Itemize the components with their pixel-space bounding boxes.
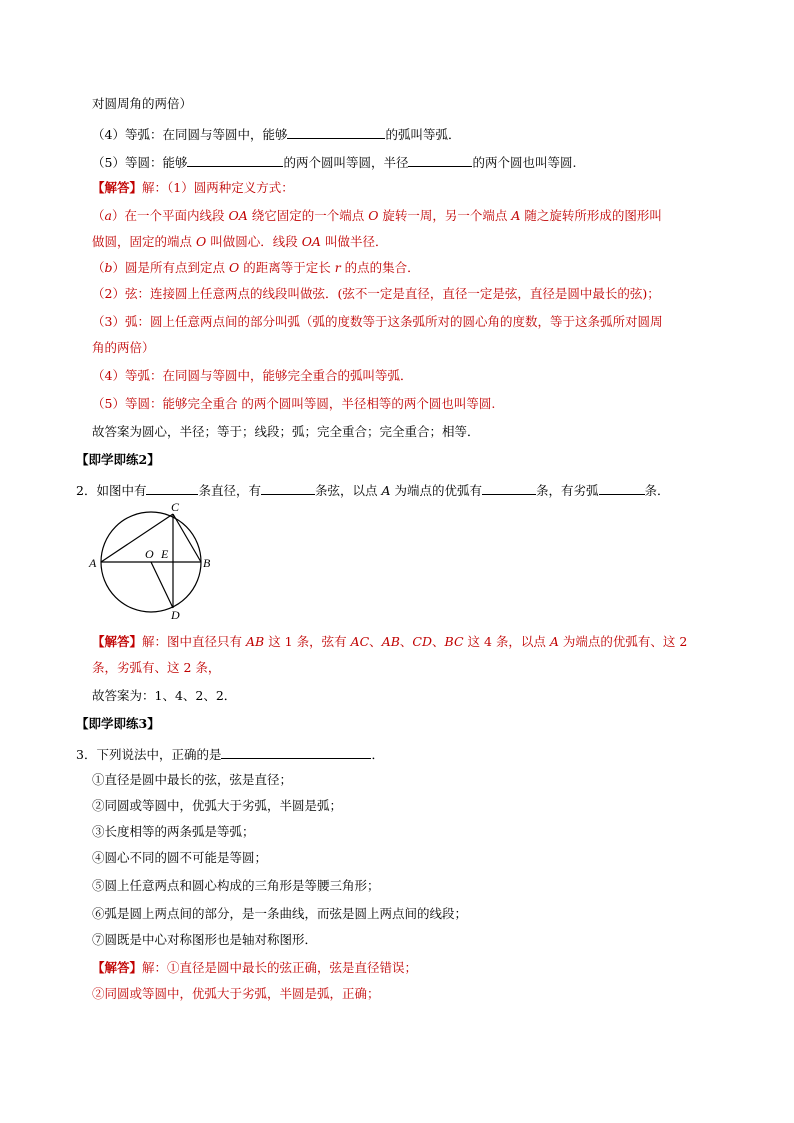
section-heading-3: 【即学即练3】 [76, 716, 160, 731]
math-var: O [368, 208, 379, 223]
option-5: ⑤圆上任意两点和圆心构成的三角形是等腰三角形； [92, 878, 380, 893]
text: （5）等圆：能够 [92, 155, 188, 170]
math-var: O [195, 234, 207, 249]
question-4-line [92, 126, 460, 142]
math-var: OA [228, 208, 248, 223]
answer-blank[interactable] [221, 746, 371, 759]
text: 的距离等于定长 [239, 260, 335, 275]
solution-1-answer: 故答案为圆心，半径；等于；线段；弧；完全重合；完全重合；相等． [92, 424, 480, 439]
text: （ [92, 208, 105, 223]
question-number: 3． [76, 747, 97, 762]
answer-blank[interactable] [146, 482, 198, 495]
solution-tag: 【解答】 [92, 960, 143, 975]
radius-OD [151, 562, 173, 608]
text: 条． [644, 483, 670, 498]
math-var: AC [350, 634, 370, 649]
text: 随之旋转所形成的图形叫 [520, 208, 662, 223]
math-var: CD [412, 634, 433, 649]
math-var: AB [246, 634, 265, 649]
label-B: B [203, 556, 211, 570]
solution-1-intro [92, 182, 294, 195]
text: 解：（1）圆两种定义方式： [142, 180, 294, 195]
text: 如图中有 [96, 483, 147, 498]
text: 的弧叫等弧． [385, 127, 461, 142]
text: 下列说法中，正确的是 [96, 747, 222, 762]
text: 、 [432, 634, 445, 649]
answer-blank[interactable] [261, 482, 315, 495]
text: 绕它固定的一个端点 [247, 208, 369, 223]
solution-1-b-line [92, 262, 420, 275]
math-var: O [229, 260, 240, 275]
option-2: ②同圆或等圆中，优弧大于劣弧，半圆是弧； [92, 798, 343, 813]
answer-blank[interactable] [187, 154, 283, 167]
text: 这 1 条，弦有 [264, 634, 351, 649]
answer-blank[interactable] [482, 482, 536, 495]
text: 的两个圆也叫等圆. [472, 155, 577, 170]
solution-2-line2: 条，劣弧有、这 2 条， [92, 660, 221, 675]
text: （ [92, 260, 105, 275]
solution-1-p3-line2: 角的两倍） [92, 340, 155, 355]
option-4: ④圆心不同的圆不可能是等圆； [92, 850, 268, 865]
section-heading-2: 【即学即练2】 [76, 452, 160, 467]
math-var: A [549, 634, 559, 649]
chord-BC [173, 514, 201, 562]
text: 为端点的优弧有、这 2 [558, 634, 688, 649]
math-var: BC [444, 634, 464, 649]
text: 旋转一周，另一个端点 [378, 208, 512, 223]
text: 做圆，固定的端点 [92, 234, 196, 249]
solution-2-answer: 故答案为：1、4、2、2． [92, 688, 237, 703]
option-3: ③长度相等的两条弧是等弧； [92, 824, 255, 839]
math-var: OA [301, 234, 321, 249]
answer-blank[interactable] [408, 154, 472, 167]
text: （4）等弧：在同圆与等圆中，能够 [92, 127, 288, 142]
text: 解：图中直径只有 [142, 634, 246, 649]
math-var: r [334, 260, 341, 275]
text: b [104, 260, 113, 275]
text: ）圆是所有点到定点 [112, 260, 230, 275]
text: 条弦，以点 [314, 483, 382, 498]
text: 为端点的优弧有 [390, 483, 482, 498]
option-6: ⑥弧是圆上两点间的部分，是一条曲线，而弦是圆上两点间的线段； [92, 906, 468, 921]
question-3-stem [76, 746, 384, 762]
label-C: C [171, 500, 180, 514]
text: 叫做半径． [320, 234, 388, 249]
math-var: A [511, 208, 521, 223]
text: 条直径，有 [198, 483, 261, 498]
answer-blank[interactable] [599, 482, 645, 495]
text: 这 4 条，以点 [463, 634, 550, 649]
solution-1-p4: （4）等弧：在同圆与等圆中，能够完全重合的弧叫等弧． [92, 368, 413, 383]
option-1: ①直径是圆中最长的弦，弦是直径； [92, 772, 293, 787]
answer-blank[interactable] [287, 126, 385, 139]
solution-3-line1 [92, 962, 417, 975]
solution-tag: 【解答】 [92, 634, 143, 649]
text: a [104, 208, 112, 223]
solution-2-line1 [92, 636, 687, 649]
text: 、 [369, 634, 382, 649]
label-D: D [171, 608, 180, 622]
text: 的两个圆叫等圆，半径 [283, 155, 409, 170]
question-2-stem [76, 482, 670, 498]
solution-1-a-line2 [92, 236, 387, 249]
text-line: 对圆周角的两倍） [92, 96, 193, 111]
question-number: 2． [76, 483, 97, 498]
label-O: O [145, 547, 154, 561]
label-E: E [161, 547, 169, 561]
text: ． [371, 747, 384, 762]
text: 的点的集合． [340, 260, 420, 275]
solution-1-p3-line1: （3）弧：圆上任意两点间的部分叫弧（弧的度数等于这条弧所对的圆心角的度数，等于这条弧所对圆周 [92, 314, 663, 329]
text: 条，有劣弧 [535, 483, 599, 498]
text: 解：①直径是圆中最长的弦正确，弦是直径错误； [142, 960, 418, 975]
label-A: A [89, 556, 97, 570]
solution-1-p5: （5）等圆：能够完全重合 的两个圆叫等圆，半径相等的两个圆也叫等圆. [92, 396, 496, 411]
solution-1-a-line1 [92, 210, 662, 223]
question-5-line [92, 154, 576, 170]
solution-tag: 【解答】 [92, 180, 143, 195]
math-var: A [381, 483, 391, 498]
text: 、 [399, 634, 413, 649]
circle-figure [86, 500, 218, 624]
text: ）在一个平面内线段 [111, 208, 229, 223]
math-var: AB [381, 634, 400, 649]
solution-3-line2: ②同圆或等圆中，优弧大于劣弧，半圆是弧，正确； [92, 986, 380, 1001]
option-7: ⑦圆既是中心对称图形也是轴对称图形． [92, 932, 318, 947]
solution-1-p2: （2）弦：连接圆上任意两点的线段叫做弦．(弦不一定是直径，直径一定是弦，直径是圆中最长的弦)； [92, 286, 660, 301]
text: 叫做圆心．线段 [206, 234, 302, 249]
